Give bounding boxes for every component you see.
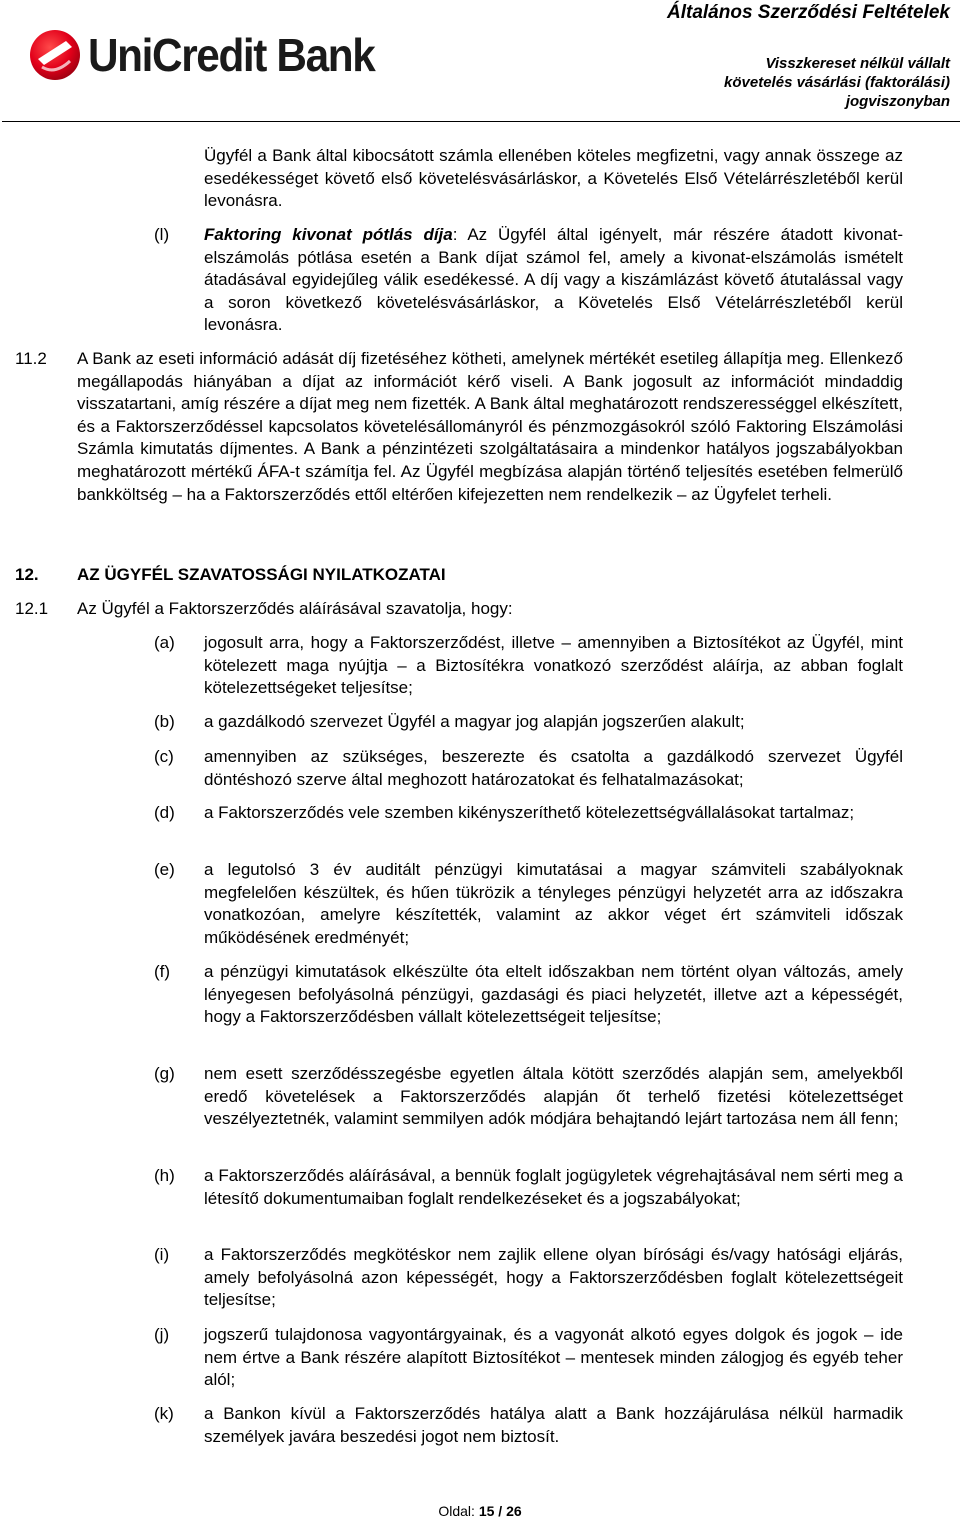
- page-header: [0, 0, 960, 124]
- subtitle-line: követelés vásárlási (faktorálási): [724, 74, 950, 91]
- list-item: a Faktorszerződés vele szemben kikényszeríthető kötelezettségvállalásokat tartalmaz;: [204, 803, 855, 822]
- item-marker: (j): [154, 1325, 170, 1344]
- list-item: a pénzügyi kimutatások elkészülte óta eltelt időszakban nem történt olyan változás, amely lényegesen befolyásolná pénzügyi, gazdasági és piaci helyzetét, illetve azt a képességét, hogy a Faktorszerződésben vállalt kötelezettségeit teljesítse;: [204, 962, 903, 1027]
- section-number: 12.1: [15, 599, 49, 618]
- item-marker: (f): [154, 962, 171, 981]
- document-subtitle: [590, 54, 950, 111]
- page-footer: [0, 1503, 960, 1520]
- item-marker: (e): [154, 860, 175, 879]
- list-item: jogszerű tulajdonosa vagyontárgyainak, és a vagyonát alkotó egyes dolgok és jogok – ide nem értve a Bank részére alapított Biztosítékot – mentesek minden zálogjog és egyéb teher alól;: [204, 1325, 903, 1390]
- unicredit-emblem-icon: [28, 28, 82, 82]
- section-heading: AZ ÜGYFÉL SZAVATOSSÁGI NYILATKOZATAI: [77, 565, 446, 584]
- list-item: a Faktorszerződés aláírásával, a bennük foglalt jogügyletek végrehajtásával nem sérti meg a létesítő dokumentumaiban foglalt rendelkezéseket és a jogszabályokat;: [204, 1166, 903, 1208]
- subtitle-line: Visszkereset nélkül vállalt: [765, 55, 950, 72]
- document-title: Általános Szerződési Feltételek: [667, 2, 950, 23]
- page-separator: /: [498, 1503, 503, 1519]
- item-marker: (b): [154, 712, 175, 731]
- item-marker: (h): [154, 1166, 175, 1185]
- item-marker: (l): [154, 225, 170, 244]
- item-marker: (a): [154, 633, 175, 652]
- list-item: nem esett szerződésszegésbe egyetlen általa kötött szerződés alapján sem, amelyekből eredő követelések a Faktorszerződés alapján őt terhelő fizetési kötelezettséget veszélyeztetnék, valamint semmilyen adók módjára behajtandó lejárt tartozása nem áll fenn;: [204, 1064, 903, 1129]
- list-item: amennyiben az szükséges, beszerezte és csatolta a gazdálkodó szervezet Ügyfél döntéshozó szerve által meghozott határozatokat és felhatalmazásokat;: [204, 747, 903, 789]
- section-11-2-paragraph: A Bank az eseti információ adását díj fizetéséhez kötheti, amelynek mértékét esetileg állapítja meg. Ellenkező megállapodás hiányában a díjat az információt kérő viseli. A Bank jogosult az információt mindaddig visszatartani, amíg részére a díjat meg nem fizették. A Bank által meghatározott rendszerességgel elkészített, és a Faktorszerződéssel kapcsolatos követelésállományról és pénzmozgásokról szóló Faktoring Elszámolási Számla kimutatás díjmentes. A Bank a pénzintézeti szolgáltatásaira a mindenkor hatályos jogszabályokban meghatározott mértékű ÁFA-t számítja fel. Az Ügyfél megbízása alapján történő teljesítés esetében felmerülő bankköltség – ha a Faktorszerződés ettől eltérően kifejezetten nem rendelkezik – az Ügyfelet terheli.: [77, 349, 903, 504]
- item-marker: (d): [154, 803, 175, 822]
- brand-name: UniCredit Bank: [88, 29, 375, 81]
- item-marker: (k): [154, 1404, 174, 1423]
- header-divider: [2, 121, 960, 122]
- defined-term: Faktoring kivonat pótlás díja: [204, 225, 453, 244]
- list-item: a Bankon kívül a Faktorszerződés hatálya alatt a Bank hozzájárulása nélkül harmadik személyek javára beszedési jogot nem biztosít.: [204, 1404, 903, 1446]
- section-12-1-intro: Az Ügyfél a Faktorszerződés aláírásával szavatolja, hogy:: [77, 599, 513, 618]
- item-l-paragraph: [204, 224, 903, 337]
- list-item: jogosult arra, hogy a Faktorszerződést, illetve – amennyiben a Biztosítékot az Ügyfél, mint kötelezett maga nyújtja – a Biztosítékra vonatkozó szerződést aláírja, az abban foglalt kötelezettségeket teljesítse;: [204, 633, 903, 698]
- page-label: Oldal:: [438, 1503, 475, 1519]
- item-marker: (c): [154, 747, 174, 766]
- list-item: a gazdálkodó szervezet Ügyfél a magyar jog alapján jogszerűen alakult;: [204, 712, 745, 731]
- subtitle-line: jogviszonyban: [845, 93, 950, 110]
- list-item: a legutolsó 3 év auditált pénzügyi kimutatásai a magyar számviteli szabályoknak megfelelően készültek, és hűen tükrözik a tényleges pénzügyi helyzetét arra az időszakra vonatkozóan, amelyre készítették, valamint az akkor véget ért számviteli időszak működésének eredményét;: [204, 860, 903, 947]
- continued-paragraph: Ügyfél a Bank által kibocsátott számla ellenében köteles megfizetni, vagy annak összege az esedékességet követő első követelésvásárláskor, a Követelés Első Vételárrészletéből kerül levonásra.: [204, 146, 903, 211]
- list-item: a Faktorszerződés megkötéskor nem zajlik ellene olyan bírósági és/vagy hatósági eljárás, amely befolyásolná azon képességét, hogy a Faktorszerződésben foglalt kötelezettségeit teljesítse;: [204, 1245, 903, 1310]
- total-pages: 26: [506, 1503, 522, 1519]
- item-marker: (g): [154, 1064, 175, 1083]
- section-number: 11.2: [15, 349, 47, 368]
- item-l-text: : Az Ügyfél által igényelt, már részére átadott kivonat-elszámolás pótlása esetén a Bank díjat számol fel, amely a kivonat-elszámolás ismételt átadásával egyidejűleg válik esedékessé. A díj vagy a kiszámlázást követő átutalással vagy a soron következő követelésvásárláskor, a Követelés Első Vételárrészletéből kerül levonásra.: [204, 225, 904, 335]
- unicredit-logo: [28, 26, 399, 84]
- item-marker: (i): [154, 1245, 170, 1264]
- current-page: 15: [478, 1503, 495, 1519]
- section-number: 12.: [15, 565, 39, 584]
